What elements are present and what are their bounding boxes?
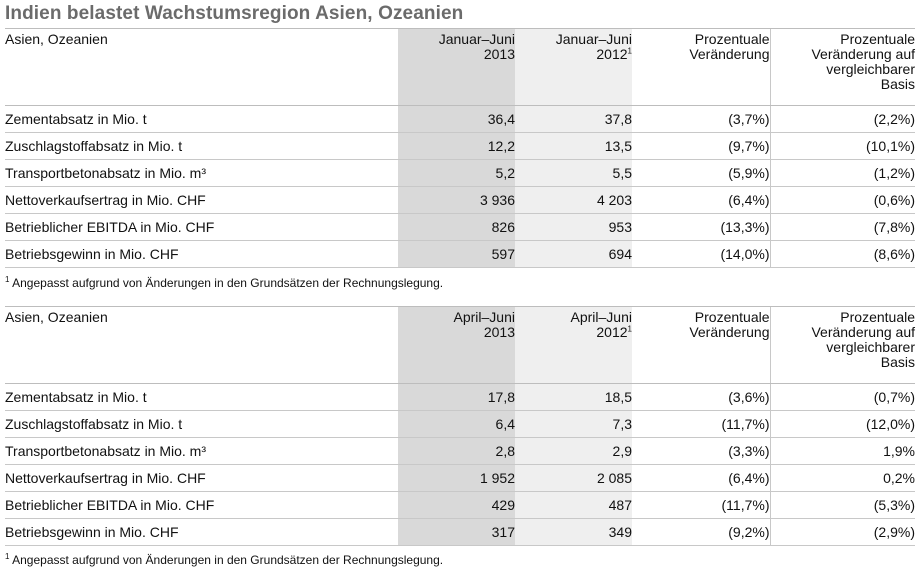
value-prior: 953: [515, 214, 632, 241]
footnote: [5, 275, 443, 290]
value-change: (5,9%): [632, 160, 770, 187]
value-current: 5,2: [398, 160, 515, 187]
value-current: 429: [398, 492, 515, 519]
column-header-like-for-like: Prozentuale Veränderung auf vergleichbarer Basis: [770, 307, 915, 384]
value-like-for-like: (12,0%): [770, 411, 915, 438]
value-like-for-like: 1,9%: [770, 438, 915, 465]
table-row: [5, 384, 915, 411]
table-header-row: [5, 29, 915, 106]
column-header-current: Januar–Juni 2013: [398, 29, 515, 106]
value-current: 36,4: [398, 106, 515, 133]
value-like-for-like: 0,2%: [770, 465, 915, 492]
value-change: (9,2%): [632, 519, 770, 546]
value-prior: 37,8: [515, 106, 632, 133]
footnote-marker: 1: [627, 324, 632, 334]
row-label: Nettoverkaufsertrag in Mio. CHF: [5, 187, 398, 214]
value-current: 6,4: [398, 411, 515, 438]
footnote-text: Angepasst aufgrund von Änderungen in den Grundsätzen der Rechnungslegung.: [12, 553, 444, 567]
value-prior: 2 085: [515, 465, 632, 492]
table-row: [5, 160, 915, 187]
row-label: Nettoverkaufsertrag in Mio. CHF: [5, 465, 398, 492]
value-like-for-like: (7,8%): [770, 214, 915, 241]
value-current: 826: [398, 214, 515, 241]
value-like-for-like: (10,1%): [770, 133, 915, 160]
column-header-prior: April–Juni 2012$^1$: [515, 307, 632, 384]
row-label: Zementabsatz in Mio. t: [5, 106, 398, 133]
value-like-for-like: (1,2%): [770, 160, 915, 187]
row-label: Transportbetonabsatz in Mio. m³: [5, 160, 398, 187]
value-like-for-like: (8,6%): [770, 241, 915, 268]
table-row: [5, 519, 915, 546]
value-change: (3,6%): [632, 384, 770, 411]
table-row: [5, 214, 915, 241]
value-like-for-like: (0,7%): [770, 384, 915, 411]
row-label: Betriebsgewinn in Mio. CHF: [5, 519, 398, 546]
table-row: [5, 106, 915, 133]
value-like-for-like: (2,2%): [770, 106, 915, 133]
column-header-current: April–Juni 2013: [398, 307, 515, 384]
table-row: [5, 492, 915, 519]
column-header-like-for-like: Prozentuale Veränderung auf vergleichbarer Basis: [770, 29, 915, 106]
value-change: (13,3%): [632, 214, 770, 241]
table-row: [5, 411, 915, 438]
footnote-text: Angepasst aufgrund von Änderungen in den Grundsätzen der Rechnungslegung.: [12, 276, 444, 290]
value-change: (9,7%): [632, 133, 770, 160]
value-current: 317: [398, 519, 515, 546]
value-change: (6,4%): [632, 187, 770, 214]
results-table-half-year: [5, 28, 915, 268]
value-prior: 7,3: [515, 411, 632, 438]
value-change: (6,4%): [632, 465, 770, 492]
value-change: (3,3%): [632, 438, 770, 465]
table-row: [5, 133, 915, 160]
row-label: Zementabsatz in Mio. t: [5, 384, 398, 411]
region-header: Asien, Ozeanien: [5, 29, 398, 106]
value-current: 2,8: [398, 438, 515, 465]
value-change: (11,7%): [632, 411, 770, 438]
row-label: Betrieblicher EBITDA in Mio. CHF: [5, 492, 398, 519]
value-change: (3,7%): [632, 106, 770, 133]
row-label: Transportbetonabsatz in Mio. m³: [5, 438, 398, 465]
footnote-marker: 1: [5, 552, 10, 561]
value-like-for-like: (0,6%): [770, 187, 915, 214]
value-prior: 694: [515, 241, 632, 268]
value-current: 1 952: [398, 465, 515, 492]
value-current: 17,8: [398, 384, 515, 411]
region-header: Asien, Ozeanien: [5, 307, 398, 384]
footnote: [5, 552, 443, 567]
table-row: [5, 241, 915, 268]
value-prior: 13,5: [515, 133, 632, 160]
value-prior: 18,5: [515, 384, 632, 411]
results-table-quarter: [5, 306, 915, 546]
row-label: Zuschlagstoffabsatz in Mio. t: [5, 411, 398, 438]
page-title: Indien belastet Wachstumsregion Asien, Ozeanien: [5, 3, 464, 24]
row-label: Zuschlagstoffabsatz in Mio. t: [5, 133, 398, 160]
value-prior: 349: [515, 519, 632, 546]
column-header-prior: Januar–Juni 2012$^1$: [515, 29, 632, 106]
footnote-marker: 1: [5, 275, 10, 284]
value-like-for-like: (5,3%): [770, 492, 915, 519]
column-header-change: Prozentuale Veränderung: [632, 29, 770, 106]
table-header-row: [5, 307, 915, 384]
value-current: 597: [398, 241, 515, 268]
value-like-for-like: (2,9%): [770, 519, 915, 546]
value-prior: 5,5: [515, 160, 632, 187]
value-prior: 4 203: [515, 187, 632, 214]
value-prior: 487: [515, 492, 632, 519]
value-current: 12,2: [398, 133, 515, 160]
value-change: (14,0%): [632, 241, 770, 268]
row-label: Betriebsgewinn in Mio. CHF: [5, 241, 398, 268]
value-prior: 2,9: [515, 438, 632, 465]
table-row: [5, 187, 915, 214]
value-current: 3 936: [398, 187, 515, 214]
footnote-marker: 1: [627, 46, 632, 56]
table-row: [5, 438, 915, 465]
row-label: Betrieblicher EBITDA in Mio. CHF: [5, 214, 398, 241]
column-header-change: Prozentuale Veränderung: [632, 307, 770, 384]
value-change: (11,7%): [632, 492, 770, 519]
table-row: [5, 465, 915, 492]
